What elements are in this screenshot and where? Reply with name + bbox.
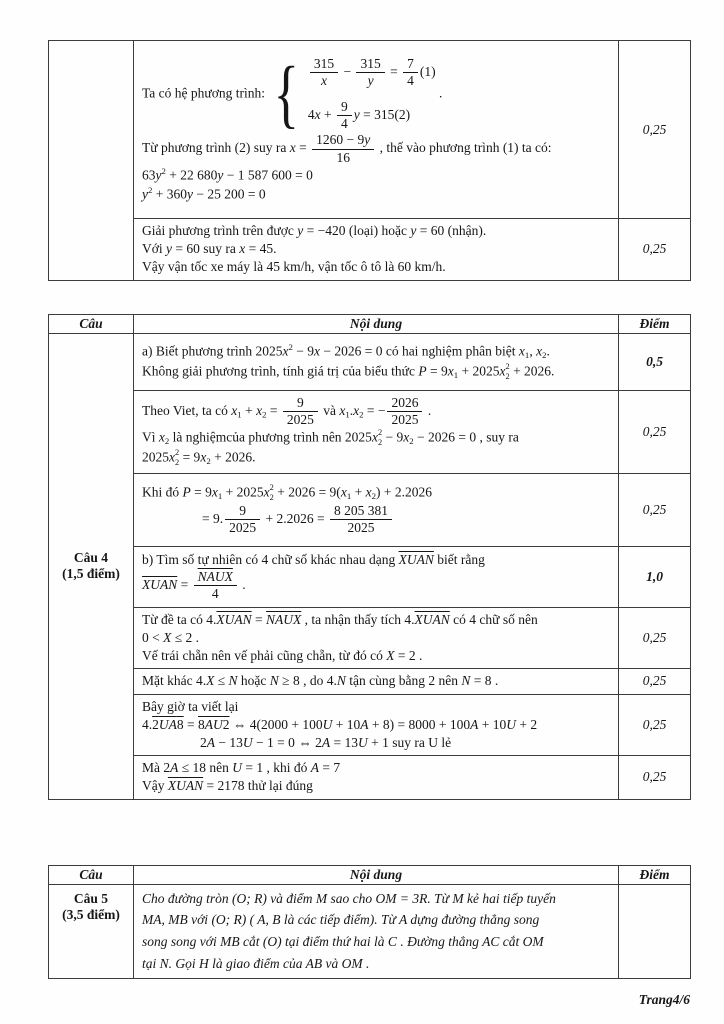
table-row (49, 669, 691, 694)
table-row (49, 756, 691, 799)
score-cell: 0,25 (619, 756, 691, 799)
solution-content: Bây giờ ta viết lại 4.2UA8 = 8AU2 ⇔ 4(2000 + 100U + 10A + 8) = 8000 + 100A + 10U + 2 2A − 13U − 1 = 0 ⇔ 2A = 13U + 1 suy ra U lẻ (134, 694, 619, 756)
answer-table-cau5 (48, 865, 691, 979)
question-label-cell (49, 333, 134, 799)
question-number: Câu 4 (73, 550, 109, 566)
solution-content: Từ đề ta có 4.XUAN = NAUX , ta nhận thấy tích 4.XUAN có 4 chữ số nên 0 < X ≤ 2 . Vế trái chẵn nên vế phải cũng chẵn, từ đó có X = 2 . (134, 607, 619, 669)
answer-table-continued (48, 40, 691, 281)
col-header-cau: Câu (49, 865, 134, 884)
table-row (49, 884, 691, 978)
score-cell: 0,25 (619, 390, 691, 473)
table-row (49, 219, 691, 281)
col-header-noidung: Nội dung (134, 314, 619, 333)
col-header-cau: Câu (49, 314, 134, 333)
col-header-noidung: Nội dung (134, 865, 619, 884)
score-cell: 0,25 (619, 607, 691, 669)
score-cell: 0,25 (619, 41, 691, 219)
solution-content: a) Biết phương trình $2025x^2 - 9x - 2026 = 0$ có hai nghiệm phân biệt $x_1$, $x_2$. Không giải phương trình, tính giá trị của biểu thức $P = 9x_1 + 2025x$ 2 2 + 2026. (134, 333, 619, 390)
answer-table-cau4 (48, 314, 691, 800)
solution-content: b) Tìm số tự nhiên có 4 chữ số khác nhau dạng XUAN biết rằng XUAN = $\frac{\text{NAUX}}{4}$ . (134, 546, 619, 607)
score-cell: 0,25 (619, 219, 691, 281)
score-cell: 0,25 (619, 669, 691, 694)
score-cell: 0,5 (619, 333, 691, 390)
table-row (49, 390, 691, 473)
score-cell: 0,25 (619, 473, 691, 546)
score-cell: 1,0 (619, 546, 691, 607)
problem-statement: Cho đường tròn (O; R) và điểm M sao cho OM = 3R. Từ M kẻ hai tiếp tuyến MA, MB với (O; R) ( A, B là các tiếp điểm). Từ A dựng đường thẳng song song song với MB cắt (O) tại điểm thứ hai là C . Đường thẳng AC cắt OM tại N. Gọi H là giao điểm của AB và OM . (134, 884, 619, 978)
score-cell (619, 884, 691, 978)
solution-content: Ta có hệ phương trình: { $\frac{315}{x}$ − $\frac{315}{y}$ = $\frac{7}{4}$ (1) 4x + $\frac{9}{4}$ y = 315(2) . Từ phương trình (2) suy ra x = $\frac{1260 - 9y}{16}$ , thế vào phương trình (1) ta có: $63y^2 + 22$ 680y − 1 587 600 = 0 $y^2 + 360y - 25$ 200 = 0 (134, 41, 619, 219)
solution-content: Mà 2A ≤ 18 nên U = 1 , khi đó A = 7 Vậy XUAN = 2178 thử lại đúng (134, 756, 619, 799)
col-header-diem: Điểm (619, 865, 691, 884)
solution-content: Mặt khác 4.X ≤ N hoặc N ≥ 8 , do 4.N tận cùng bằng 2 nên N = 8 . (134, 669, 619, 694)
solution-content: Giải phương trình trên được y = −420 (loại) hoặc y = 60 (nhận). Với y = 60 suy ra x = 45. Vậy vận tốc xe máy là 45 km/h, vận tốc ô tô là 60 km/h. (134, 219, 619, 281)
page-footer: Trang4/6 (638, 992, 690, 1008)
question-points: (3,5 điểm) (62, 906, 120, 922)
header-row (49, 865, 691, 884)
question-number: Câu 5 (73, 890, 109, 906)
table-row (49, 333, 691, 390)
score-cell: 0,25 (619, 694, 691, 756)
question-points: (1,5 điểm) (62, 566, 120, 582)
solution-content: Khi đó $P = 9x_1 + 2025x$ 2 2 + $2026 = 9(x_1 + x_2) + 2.2026$ = 9. $\frac{9}{2025}$ + 2.2026 = $\frac{8 205 381}{2025}$ (134, 473, 619, 546)
header-row (49, 314, 691, 333)
table-row (49, 694, 691, 756)
table-row (49, 41, 691, 219)
solution-content: Theo Viet, ta có $x_1 + x_2$ = $\frac{9}{2025}$ và $x_1.x_2$ = − $\frac{2026}{2025}$ . Vì $x_2$ là nghiệmcủa phương trình nên 2025x 2 2 − $9x_2 - 2026 = 0$ , suy ra 2025x 2 2 = $9x_2 + 2026$. (134, 390, 619, 473)
table-row (49, 607, 691, 669)
col-header-diem: Điểm (619, 314, 691, 333)
question-label-cell (49, 884, 134, 978)
question-cell-empty (49, 41, 134, 281)
table-row (49, 546, 691, 607)
table-row (49, 473, 691, 546)
